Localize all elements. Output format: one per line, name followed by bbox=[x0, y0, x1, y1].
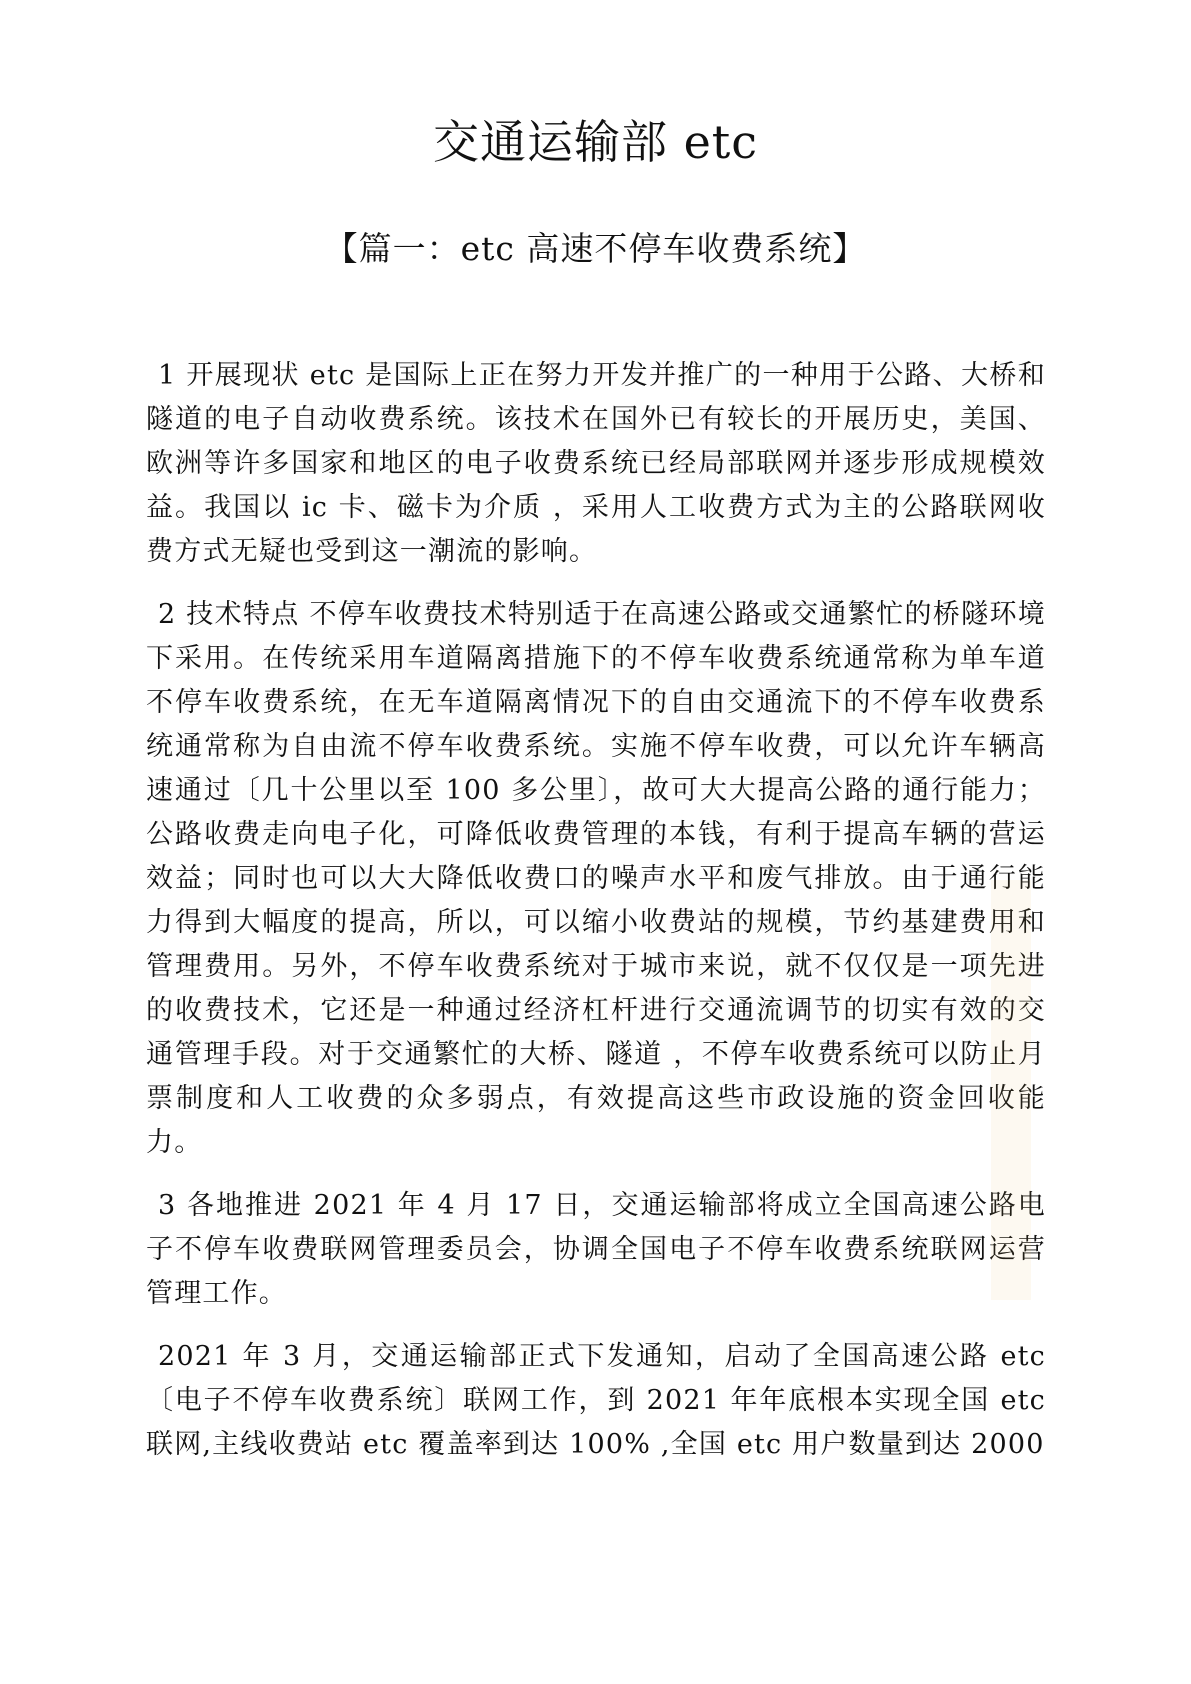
paragraph-2: 2 技术特点 不停车收费技术特别适于在高速公路或交通繁忙的桥隧环境下采用。在传统采用车道隔离措施下的不停车收费系统通常称为单车道不停车收费系统，在无车道隔离情况下的自由交通流下的不停车收费系统通常称为自由流不停车收费系统。实施不停车收费，可以允许车辆高速通过〔几十公里以至 100 多公里〕，故可大大提高公路的通行能力；公路收费走向电子化，可降低收费管理的本钱，有利于提高车辆的营运效益；同时也可以大大降低收费口的噪声水平和废气排放。由于通行能力得到大幅度的提高，所以，可以缩小收费站的规模，节约基建费用和管理费用。另外，不停车收费系统对于城市来说，就不仅仅是一项先进的收费技术，它还是一种通过经济杠杆进行交通流调节的切实有效的交通管理手段。对于交通繁忙的大桥、隧道 ，不停车收费系统可以防止月票制度和人工收费的众多弱点，有效提高这些市政设施的资金回收能力。 bbox=[146, 599, 1046, 1158]
document-title: 交通运输部 etc bbox=[432, 115, 759, 169]
paragraph-4: 2021 年 3 月，交通运输部正式下发通知，启动了全国高速公路 etc〔电子不停车收费系统〕联网工作，到 2021 年年底根本实现全国 etc 联网,主线收费站 etc 覆盖率到达 100% ,全国 etc 用户数量到达 2000 bbox=[146, 1341, 1046, 1460]
document-subtitle: 【篇一：etc 高速不停车收费系统】 bbox=[324, 229, 867, 268]
paragraph-3: 3 各地推进 2021 年 4 月 17 日，交通运输部将成立全国高速公路电子不停车收费联网管理委员会，协调全国电子不停车收费系统联网运营管理工作。 bbox=[146, 1190, 1046, 1309]
paragraph-1: 1 开展现状 etc 是国际上正在努力开发并推广的一种用于公路、大桥和隧道的电子自动收费系统。该技术在国外已有较长的开展历史，美国、欧洲等许多国家和地区的电子收费系统已经局部联网并逐步形成规模效益。我国以 ic 卡、磁卡为介质 ，采用人工收费方式为主的公路联网收费方式无疑也受到这一潮流的影响。 bbox=[146, 360, 1046, 567]
document-body bbox=[146, 354, 1046, 1486]
